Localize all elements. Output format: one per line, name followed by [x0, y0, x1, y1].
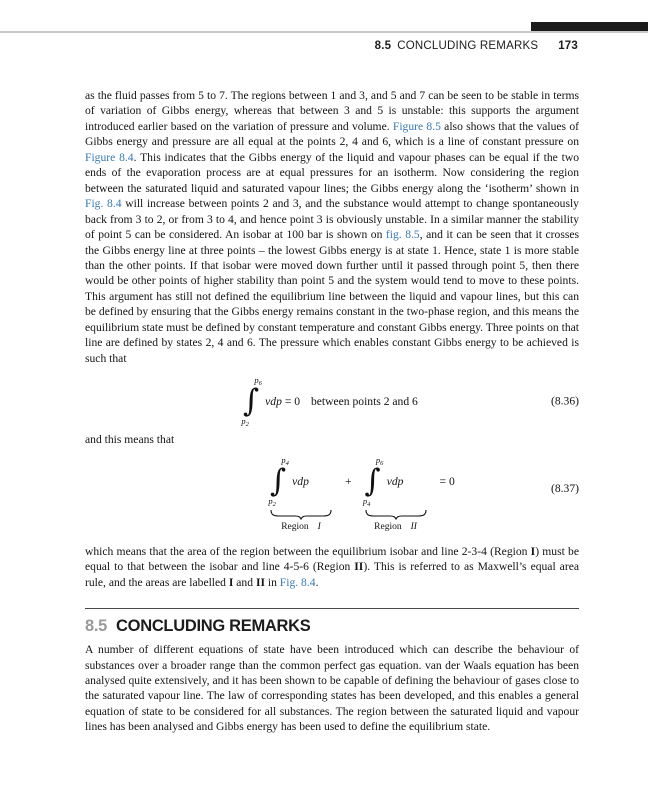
header-rule [0, 31, 648, 33]
text-block [85, 88, 579, 735]
text-segment: I [228, 575, 234, 589]
text-segment: I [530, 544, 536, 558]
figure-ref-link[interactable]: Figure 8.5 [392, 119, 441, 133]
equation-rhs: = 0 [439, 474, 455, 488]
section-heading-title: CONCLUDING REMARKS [116, 616, 311, 635]
section-divider-rule [85, 608, 579, 609]
region-2-label: Region II [374, 521, 417, 532]
integral-upper-limit: $p_6$ [375, 454, 384, 467]
equation-note: between points 2 and 6 [310, 394, 418, 408]
text-segment: , and it can be seen that it crosses the Gibbs energy line at three points – the lowest Gibbs energy is at state 1. Hence, state 1 is more stable than the other points. If that isobar were moved down further until it passed through point 5, then there would be other points of higher stability than point 5 and the system would tend to move to these points. This argument has still not defined the equilibrium line between the liquid and vapour lines, but this can be defined by ensuring that the Gibbs energy remains constant in the two-phase region, and this means the equilibrium state must be defined by constant temperature and constant Gibbs energy. Three points on that line are defined by states 2, 4 and 6. The pressure which enables constant Gibbs energy to be achieved is such that [85, 228, 579, 365]
text-segment: which means that the area of the region between the equilibrium isobar and line 2-3-4 (Region [85, 544, 531, 558]
text-segment: II [354, 560, 364, 574]
integral-sign-8-36 [241, 374, 262, 429]
text-segment: ). This is referred to as Maxwell’s equal area rule, and the areas are labelled [85, 560, 579, 589]
running-head [375, 40, 578, 52]
equation-number-8-37: (8.37) [550, 481, 579, 495]
integral-glyph: ∫ [270, 463, 287, 500]
text-segment: II [255, 575, 265, 589]
text-segment: as the fluid passes from 5 to 7. The regions between 1 and 3, and 5 and 7 can be seen to be stable in terms of variation of Gibbs energy, whereas that between 3 and 5 is unstable: this supports the argument introduced earlier based on the variation of pressure and volume. [85, 89, 579, 133]
text-segment: will increase between points 2 and 3, and the substance would attempt to change spontaneously back from 3 to 2, or from 3 to 4, and hence point 3 is obviously unstable. In a similar manner the stability of point 5 can be considered. An isobar at 100 bar is shown on [85, 197, 579, 242]
text-segment: . [315, 575, 319, 589]
integral-glyph: ∫ [243, 383, 260, 420]
text-segment: ) must be equal to that between the isobar and line 4-5-6 (Region [85, 544, 579, 574]
underbrace-region-1 [270, 509, 332, 520]
running-head-section-title: CONCLUDING REMARKS [397, 40, 539, 52]
page-number: 173 [558, 40, 578, 52]
text-segment: . This indicates that the Gibbs energy of the liquid and vapour phases can be equal if the two ends of the evaporation process are at equal pressures for an isotherm. Now considering the region between the saturated liquid and saturated vapour lines; the Gibbs energy along the ‘isotherm’ shown in [85, 150, 579, 195]
region-1-label: Region I [281, 521, 321, 532]
figure-ref-link[interactable]: Figure 8.4 [85, 150, 134, 164]
section-heading [85, 617, 579, 635]
equation-rhs: = 0 [284, 394, 301, 408]
figure-ref-link[interactable]: fig. 8.5 [385, 228, 420, 242]
paragraph-2 [85, 544, 579, 590]
equation-body: vdp = 0 between points 2 and 6 [265, 394, 418, 408]
integral-term-region-2: $p_6$ ∫ $p_4$ vdp [362, 454, 404, 509]
running-head-section-number: 8.5 [374, 40, 392, 52]
text-segment: and [233, 575, 256, 589]
integral-glyph: ∫ [364, 463, 381, 500]
underbrace-region-2 [365, 509, 427, 520]
equation-number-8-36: (8.36) [550, 394, 579, 408]
integral-lower-limit: $p_2$ [268, 496, 276, 509]
figure-ref-link[interactable]: Fig. 8.4 [279, 575, 316, 589]
integral-lower-limit: $p_4$ [362, 496, 371, 509]
concluding-paragraph: A number of different equations of state have been introduced which can describe the behaviour of substances over a broader range than the common perfect gas equation. van der Waals equation has been analysed quite extensively, and it has been shown to be capable of defining the behaviour of gases close to the saturated vapour line. The law of corresponding states has been developed, and this enables a general equation of state to be considered for all substances. The region between the saturated liquid and vapour lines has been analysed and Gibbs energy has been used to define the equilibrium state. [85, 643, 579, 734]
text-segment: in [264, 575, 280, 589]
figure-ref-link[interactable]: Fig. 8.4 [85, 197, 122, 211]
equation-8-36 [85, 372, 579, 430]
integral-upper-limit: $p_4$ [281, 454, 289, 467]
equation-8-37 [85, 456, 579, 540]
paragraph-1 [85, 88, 579, 366]
text-segment: also shows that the values of Gibbs energy and pressure are all equal at the points 2, 4 and 6, which is a line of constant pressure on [85, 119, 579, 149]
integral-term-region-1: $p_4$ ∫ $p_2$ vdp [268, 454, 309, 509]
integral-lower-limit: $p_2$ [241, 416, 249, 429]
section-heading-number: 8.5 [85, 616, 108, 635]
connector-text: and this means that [85, 433, 175, 447]
plus-operator: + [345, 474, 352, 488]
integral-upper-limit: $p_6$ [254, 374, 262, 387]
